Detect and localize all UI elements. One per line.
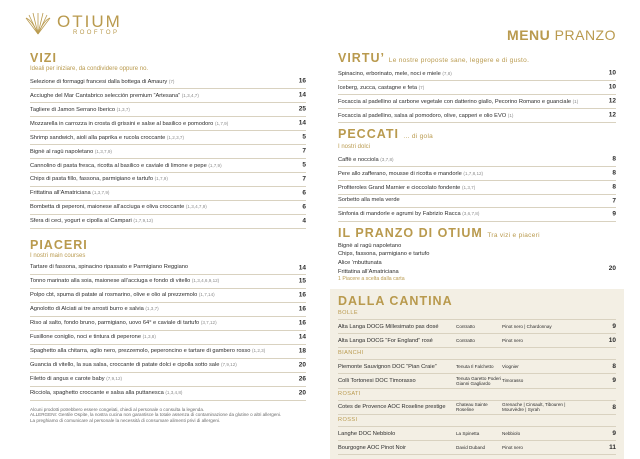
wine-name: Colli Tortonesi DOC Timorasso xyxy=(338,377,416,384)
menu-item xyxy=(30,331,306,345)
item-price: 16 xyxy=(298,319,306,327)
virtu-sub: Le nostre proposte sane, leggere e di gusto. xyxy=(388,57,530,64)
wine-grape: Grenache | Cinsault, Tibouren | Mourvèdre | Syrah xyxy=(502,402,566,413)
item-text xyxy=(30,361,306,369)
item-text xyxy=(338,84,616,92)
item-text xyxy=(30,134,306,142)
piaceri-list xyxy=(30,262,306,401)
item-price: 16 xyxy=(298,291,306,299)
item-name: Spaghetto alla chitarra, aglio nero, prezzemolo, peperoncino e tartare di gambero rosso xyxy=(30,348,251,355)
wine-row xyxy=(338,401,616,415)
item-allergens: (1,3,4,6,9,12) xyxy=(191,278,220,284)
wine-producer: La Spinetta xyxy=(456,430,480,436)
item-name: Tartare di fassona, spinacino ripassato e Parmigiano Reggiano xyxy=(30,264,189,271)
menu-item xyxy=(30,215,306,229)
item-text xyxy=(338,156,616,164)
item-text xyxy=(30,175,306,183)
allergen-notes xyxy=(30,407,306,424)
item-allergens: (1,7,9) xyxy=(214,120,229,126)
wine-name: Piemonte Sauvignon DOC “Pian Craie” xyxy=(338,363,437,370)
menu-item xyxy=(30,201,306,215)
virtu-heading xyxy=(338,52,616,67)
item-name: Sinfonia di mandorle e agrumi by Fabrizio Racca xyxy=(338,211,461,218)
menu-item xyxy=(338,153,616,167)
item-price: 26 xyxy=(298,375,306,383)
wine-category: ROSATI xyxy=(338,389,616,401)
item-text xyxy=(338,210,616,218)
item-name: Mozzarella in carrozza in crosta di grissini e salse al basilico e pomodoro xyxy=(30,120,214,127)
brand-sub: ROOFTOP xyxy=(73,29,120,36)
item-name: Focaccia al padellino al carbone vegetale con datterino giallo, Pecorino Romano e guanciale xyxy=(338,98,572,105)
wine-category: BOLLE xyxy=(338,308,616,320)
item-text xyxy=(30,148,306,156)
wine-grape: Nebbiolo xyxy=(502,430,521,436)
wine-row xyxy=(338,320,616,334)
wine-grape: Pinot nero xyxy=(502,338,523,344)
item-allergens: (1,3,7,9) xyxy=(94,148,112,154)
item-name: Bignè al ragù napoletano xyxy=(30,148,94,155)
item-price: 14 xyxy=(298,119,306,127)
note-line: Alcuni prodotti potrebbero essere congelati, chiedi al personale o consulta la legenda. xyxy=(30,406,205,412)
item-allergens: (1,3,7) xyxy=(145,306,159,312)
peccati-sub: ... di gola xyxy=(403,132,434,140)
item-name: Sfera di ceci, yogurt e cipolla al Campari xyxy=(30,218,132,225)
item-name: Filetto di angus e carote baby xyxy=(30,376,105,383)
item-name: Polpo cbt, spuma di patate al rosmarino, olive e olio al prezzemolo xyxy=(30,292,198,299)
item-allergens: (1,3,8) xyxy=(142,334,156,340)
item-price: 10 xyxy=(608,83,616,91)
wine-name: Bourgogne AOC Pinot Noir xyxy=(338,444,406,451)
wine-producer: Chateau Sainte Roseline xyxy=(456,402,488,413)
item-price: 4 xyxy=(302,217,306,225)
item-price: 16 xyxy=(298,77,306,85)
menu-item xyxy=(30,387,306,401)
menu-item xyxy=(30,131,306,145)
item-allergens: (1,7,9) xyxy=(154,176,168,182)
item-allergens: (1,2,3,7) xyxy=(166,134,185,140)
item-price: 25 xyxy=(298,105,306,113)
item-allergens: (1,3,4,7,9) xyxy=(185,204,207,210)
wine-price: 8 xyxy=(612,403,616,411)
piaceri-desc: I nostri main courses xyxy=(30,252,86,259)
item-price: 8 xyxy=(612,169,616,177)
wine-grape: Pinot nero | Chardonnay xyxy=(502,324,552,330)
item-price: 7 xyxy=(612,197,616,205)
menu-item xyxy=(30,75,306,89)
menu-item xyxy=(30,117,306,131)
item-name: Tagliere di Jamon Serrano Iberico xyxy=(30,106,116,113)
item-text xyxy=(30,277,306,285)
item-name: Caffè e nocciola xyxy=(338,156,379,163)
brand-name: OTIUM xyxy=(57,11,122,31)
item-text xyxy=(30,217,306,225)
menu-item xyxy=(338,67,616,81)
vizi-desc: Ideali per iniziare, da condividere oppure no. xyxy=(30,66,149,72)
item-text xyxy=(30,162,306,170)
wine-grape: Timorasso xyxy=(502,378,524,384)
peccati-heading xyxy=(338,128,616,143)
item-text xyxy=(30,264,306,271)
item-price: 8 xyxy=(612,155,616,163)
item-text xyxy=(30,291,306,299)
item-allergens: (7,9,12) xyxy=(106,376,123,382)
item-name: Riso al salto, fondo bruno, parmigiano, uovo 64° e caviale di tartufo xyxy=(30,320,200,327)
item-allergens: (7,9,12) xyxy=(220,362,237,368)
menu-item xyxy=(30,262,306,275)
menu-item xyxy=(30,359,306,373)
vizi-list xyxy=(30,75,306,229)
wine-row xyxy=(338,334,616,348)
item-price: 12 xyxy=(608,97,616,105)
pranzo-item: Bignè al ragù napoletano xyxy=(338,242,402,249)
menu-item xyxy=(30,89,306,103)
wine-price: 8 xyxy=(612,363,616,371)
wine-name: Langhe DOC Nebbiolo xyxy=(338,430,396,437)
item-allergens: (7,8) xyxy=(442,70,452,76)
item-price: 8 xyxy=(612,183,616,191)
item-name: Guancia di vitello, la sua salsa, croccante di patate dolci e cipolla sotto sale xyxy=(30,362,220,369)
item-allergens: (7) xyxy=(168,78,175,84)
wine-price: 10 xyxy=(608,337,616,345)
item-text xyxy=(30,189,306,197)
pranzo-item: Chips, fassona, parmigiano e tartufo xyxy=(338,251,430,258)
item-price: 16 xyxy=(298,305,306,313)
item-price: 14 xyxy=(298,91,306,99)
item-price: 20 xyxy=(298,389,306,397)
item-name: Spinacino, erborinato, mele, noci e miele xyxy=(338,70,441,77)
wine-price: 9 xyxy=(612,323,616,331)
item-text xyxy=(30,120,306,128)
menu-item xyxy=(30,345,306,359)
item-price: 20 xyxy=(298,361,306,369)
virtu-list xyxy=(338,67,616,123)
menu-title-rest: PRANZO xyxy=(554,27,616,43)
item-text xyxy=(338,184,616,192)
item-text xyxy=(338,98,616,106)
item-name: Frittatina all’Amatriciana xyxy=(30,190,91,197)
menu-item xyxy=(30,303,306,317)
item-text xyxy=(30,389,306,397)
wine-grape: Pinot nero xyxy=(502,444,523,450)
menu-item xyxy=(338,81,616,95)
item-price: 7 xyxy=(302,175,306,183)
item-allergens: (1,2,3) xyxy=(251,348,266,354)
piaceri-title: PIACERI xyxy=(30,237,88,252)
item-allergens: (1) xyxy=(572,98,579,104)
item-name: Selezione di formaggi francesi dalla bottega di Amaury xyxy=(30,78,168,85)
item-name: Ricciola, spaghetto croccante e salsa alla puttanesca xyxy=(30,390,164,397)
item-text xyxy=(30,319,306,327)
item-price: 6 xyxy=(302,203,306,211)
right-column xyxy=(338,52,616,459)
menu-item xyxy=(338,181,616,195)
pranzo-section xyxy=(338,227,616,283)
wine-name: Alta Langa DOCG Millesimato pas dosé xyxy=(338,323,439,330)
pranzo-list xyxy=(338,242,616,276)
menu-title xyxy=(507,27,616,43)
item-allergens: (1,7,9) xyxy=(208,162,222,168)
item-name: Tonno marinato alla soia, maionese all’acciuga e fondo di vitello xyxy=(30,278,191,285)
left-column xyxy=(30,52,306,423)
item-allergens: (1,3,4,8) xyxy=(165,390,183,396)
menu-title-bold: MENU xyxy=(507,27,551,43)
item-text xyxy=(30,375,306,383)
wine-category: BIANCHI xyxy=(338,348,616,360)
item-price: 14 xyxy=(298,333,306,341)
menu-item xyxy=(338,167,616,181)
pranzo-title: IL PRANZO DI OTIUM xyxy=(338,225,483,240)
item-allergens: (1,3,7) xyxy=(116,106,130,112)
palm-leaf-icon xyxy=(22,12,54,36)
pranzo-heading xyxy=(338,227,616,242)
item-price: 14 xyxy=(298,264,306,272)
peccati-list xyxy=(338,153,616,222)
item-price: 18 xyxy=(298,347,306,355)
menu-item xyxy=(30,103,306,117)
item-allergens: (1,3,7) xyxy=(461,184,476,190)
menu-item xyxy=(30,173,306,187)
menu-item xyxy=(30,145,306,159)
item-name: Acciughe del Mar Cantabrico selección premium “Artesana” xyxy=(30,92,181,99)
item-allergens: (1,7,9,12) xyxy=(133,218,154,224)
item-text xyxy=(30,305,306,313)
item-name: Pere allo zafferano, mousse di ricotta e mandorle xyxy=(338,170,462,177)
menu-item xyxy=(338,109,616,123)
wine-price: 9 xyxy=(612,430,616,438)
menu-item xyxy=(30,159,306,173)
virtu-title: VIRTU’ xyxy=(338,51,385,65)
item-price: 15 xyxy=(298,277,306,285)
pranzo-sub: Tra vizi e piaceri xyxy=(487,231,540,239)
cantina-box xyxy=(330,289,624,459)
menu-item xyxy=(30,317,306,331)
item-text xyxy=(30,347,306,355)
wine-row xyxy=(338,360,616,374)
item-allergens: (1,3,7,9) xyxy=(92,190,110,196)
wine-row xyxy=(338,427,616,441)
menu-item xyxy=(30,187,306,201)
item-price: 7 xyxy=(302,147,306,155)
item-allergens: (1,3,4,7) xyxy=(181,92,199,98)
item-text xyxy=(30,333,306,341)
item-name: Iceberg, zucca, castagne e feta xyxy=(338,84,418,91)
wine-producer: Contratto xyxy=(456,338,475,344)
item-text xyxy=(338,170,616,178)
item-name: Shrimp sandwich, aioli alla paprika e rucola croccante xyxy=(30,134,166,141)
wine-row xyxy=(338,441,616,455)
item-text xyxy=(338,197,616,204)
item-text xyxy=(30,203,306,211)
menu-item xyxy=(30,289,306,303)
wine-producer: Tenuta Il Falchetto xyxy=(456,364,494,370)
item-allergens: (3,6,7,8) xyxy=(462,211,480,217)
item-text xyxy=(30,106,306,114)
item-name: Sorbetto alla mela verde xyxy=(338,197,400,204)
cantina-title: DALLA CANTINA xyxy=(338,294,453,309)
item-allergens: (3,7,8) xyxy=(380,156,394,162)
wine-category: ROSSI xyxy=(338,415,616,427)
wine-producer: Contratto xyxy=(456,324,475,330)
pranzo-item: Frittatina all’Amatriciana xyxy=(338,268,399,275)
item-price: 5 xyxy=(302,161,306,169)
item-text xyxy=(338,112,616,120)
item-price: 5 xyxy=(302,133,306,141)
item-name: Cannolino di pasta fresca, ricotta al basilico e caviale di limone e pepe xyxy=(30,162,207,169)
peccati-desc: I nostri dolci xyxy=(338,143,371,150)
pranzo-item: Alice ‘mbuttunata xyxy=(338,260,382,267)
menu-item xyxy=(30,373,306,387)
wine-producer: Tenuta Garetto Poderi Gianni Gagliardo xyxy=(456,375,501,386)
wine-name: Alta Langa DOCG “For England” rosé xyxy=(338,337,433,344)
item-name: Chips di pasta fillo, fassona, parmigiano e tartufo xyxy=(30,176,153,183)
item-name: Fusillone coniglio, noci e tintura di peperone xyxy=(30,334,141,341)
otium-logo xyxy=(22,12,122,36)
wine-grape: Viognier xyxy=(502,364,519,370)
item-text xyxy=(30,92,306,100)
item-text xyxy=(338,70,616,78)
item-price: 9 xyxy=(612,210,616,218)
item-name: Bombetta di peperoni, maionese all’acciuga e oliva croccante xyxy=(30,204,185,211)
peccati-title: PECCATI xyxy=(338,126,399,141)
note-line: La preghiamo di comunicare al personale la necessità di consumare alimenti privi di allergeni. xyxy=(30,417,221,423)
item-allergens: (3,7,12) xyxy=(200,320,217,326)
wine-price: 11 xyxy=(609,444,616,452)
item-name: Profiteroles Grand Marnier e cioccolato fondente xyxy=(338,184,461,191)
item-name: Agnolotto di Alciati ai tre arrosti burro e salvia xyxy=(30,306,144,313)
menu-item xyxy=(338,208,616,222)
item-allergens: (1,7,8,12) xyxy=(463,170,484,176)
wine-row xyxy=(338,374,616,388)
item-allergens: (1,7,14) xyxy=(198,292,215,298)
item-price: 12 xyxy=(608,111,616,119)
pranzo-note: 1 Piacere a scelta dalla carta xyxy=(338,276,405,283)
wine-producer: David Duband xyxy=(456,444,486,450)
menu-item xyxy=(338,95,616,109)
pranzo-price: 20 xyxy=(608,264,616,272)
item-allergens: (1) xyxy=(507,112,514,118)
wine-price: 9 xyxy=(612,377,616,385)
item-price: 6 xyxy=(302,189,306,197)
menu-item xyxy=(30,275,306,289)
item-allergens: (7) xyxy=(418,84,425,90)
vizi-title: VIZI xyxy=(30,51,57,65)
note-line: ALLERGENI: Gentile Ospite, la nostra cucina non garantisce la totale assenza di contaminazione da glutine o altri allergeni. xyxy=(30,412,282,418)
wine-name: Cotes de Provence AOC Roseline prestige xyxy=(338,404,446,411)
item-price: 10 xyxy=(608,69,616,77)
menu-item xyxy=(338,195,616,208)
item-name: Focaccia al padellino, salsa al pomodoro, olive, capperi e olio EVO xyxy=(338,112,507,119)
cantina-list xyxy=(338,308,616,455)
item-text xyxy=(30,78,306,86)
